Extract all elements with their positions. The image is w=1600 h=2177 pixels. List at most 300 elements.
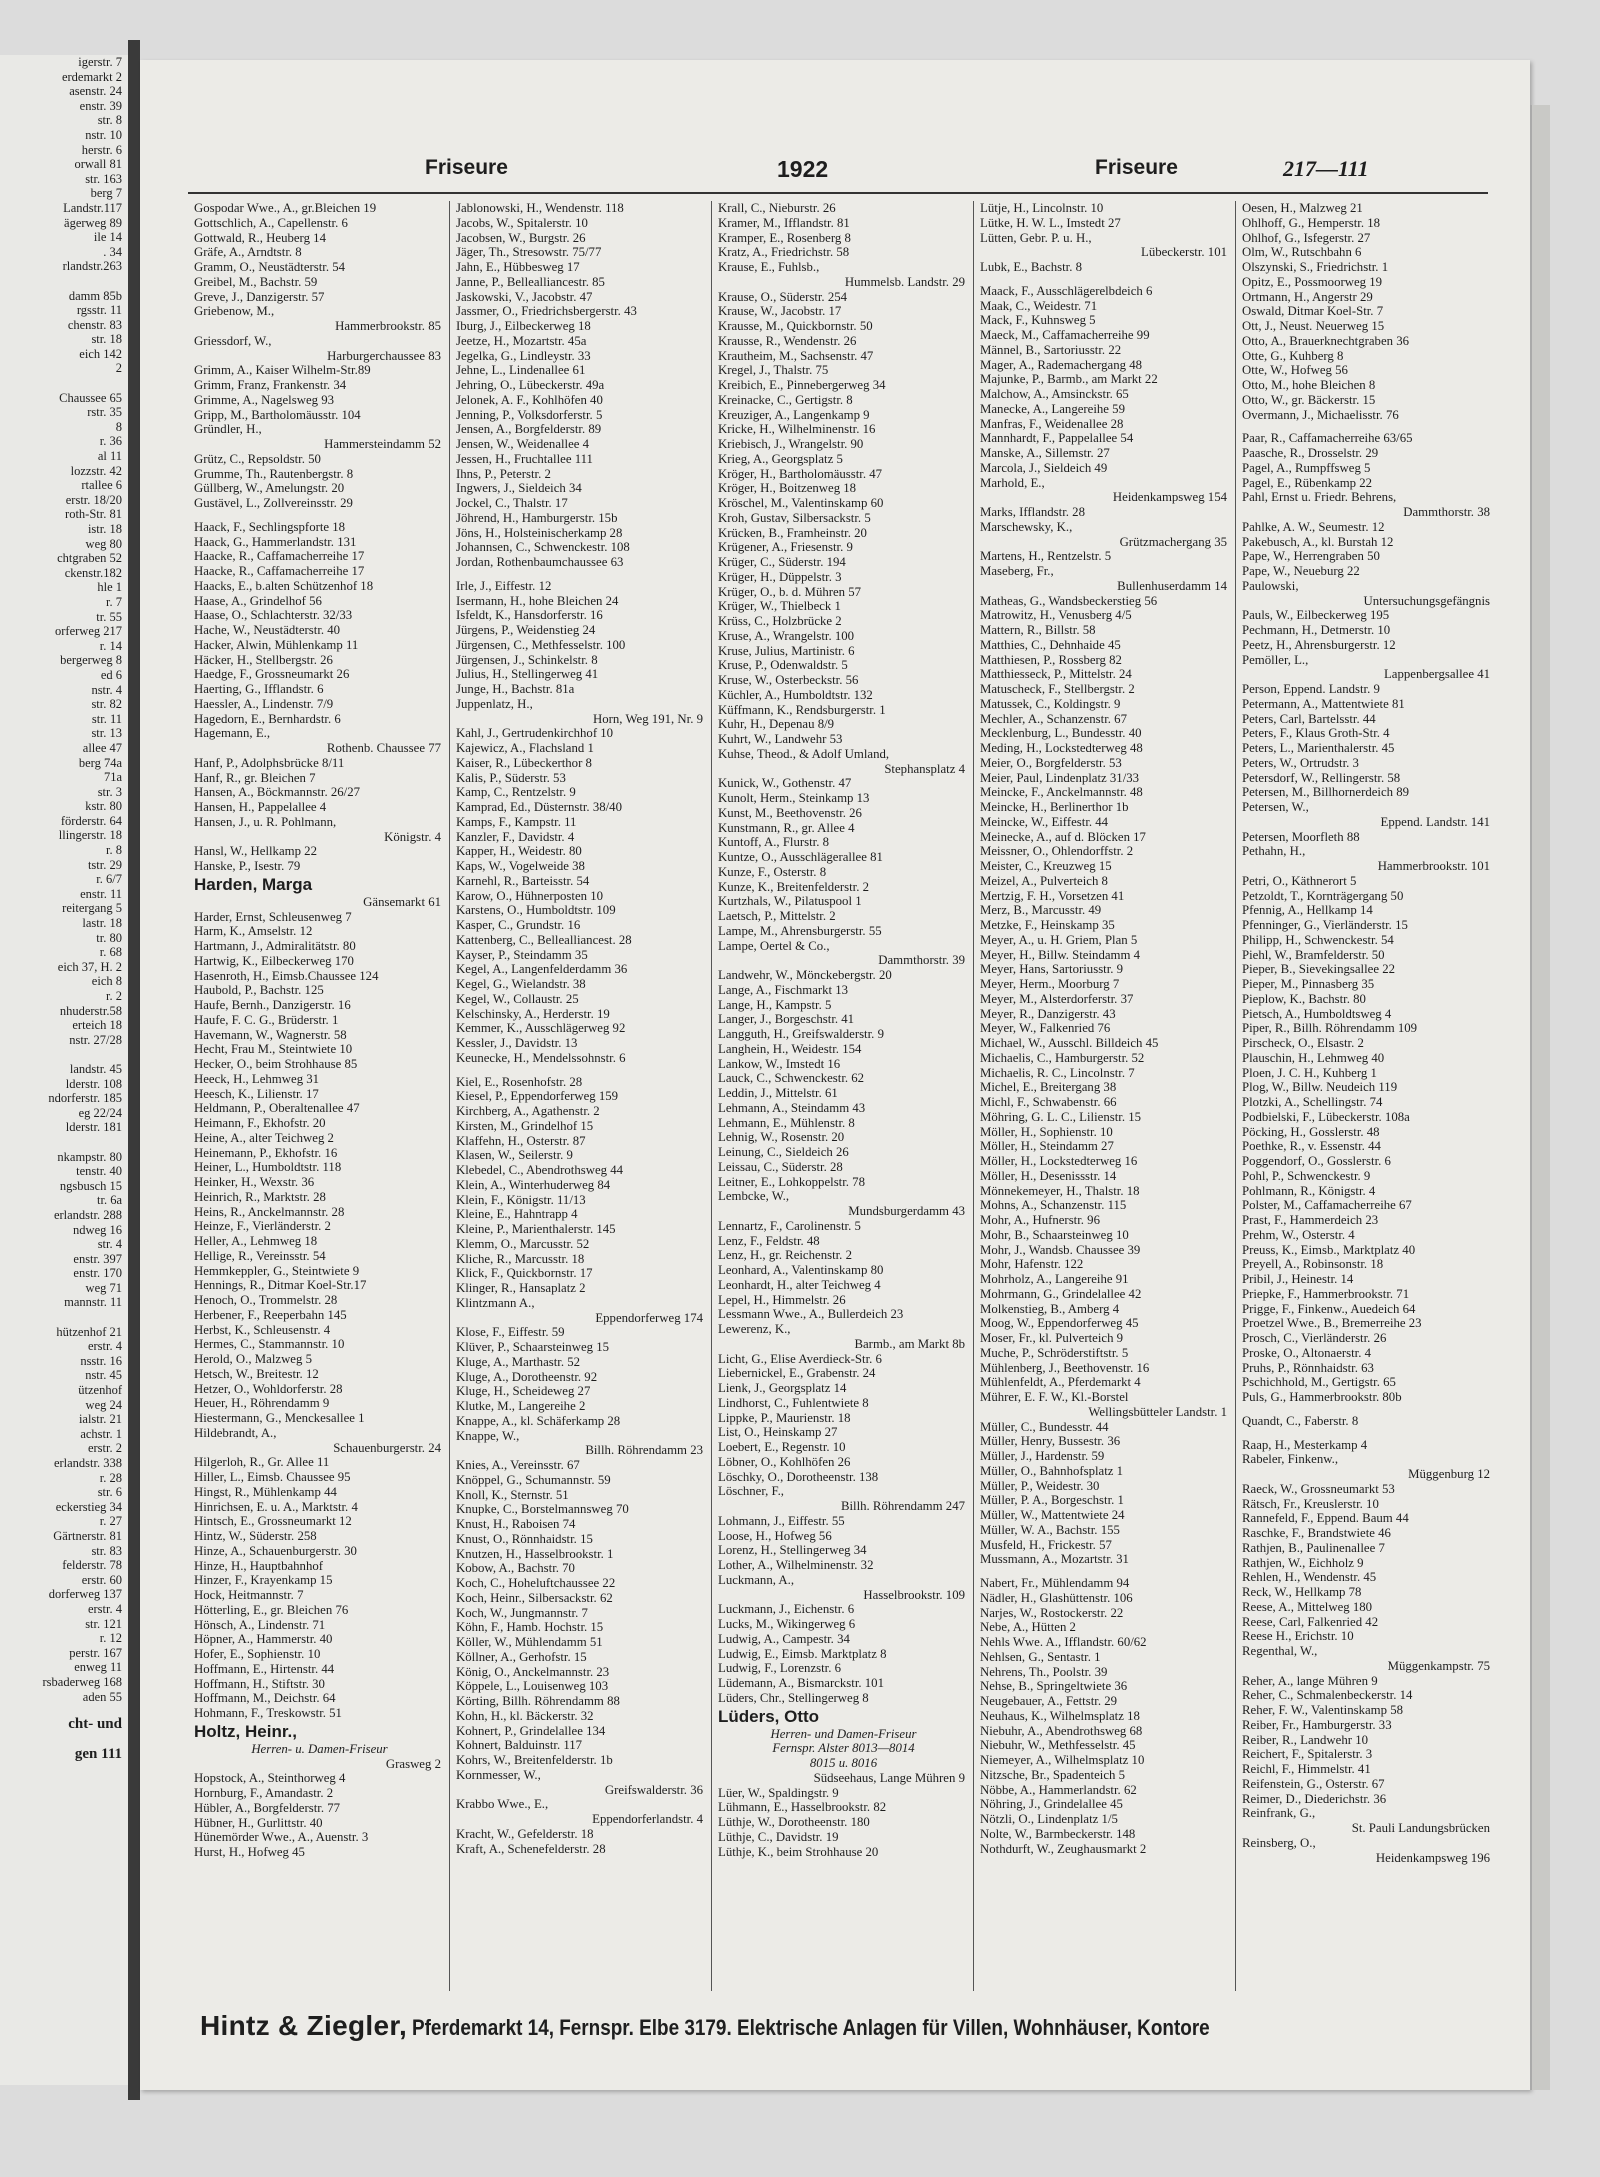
- adjacent-page-lines: [0, 55, 128, 1704]
- adjacent-page-line: felderstr. 78: [62, 1558, 122, 1573]
- adjacent-page-line: berg 7: [90, 186, 122, 201]
- directory-entry: Krüger, W., Thielbeck 1: [718, 599, 841, 614]
- directory-entry: Krautheim, M., Sachsenstr. 47: [718, 348, 874, 363]
- adjacent-page-line: r. 2: [106, 989, 122, 1003]
- directory-entry: Jegelka, G., Lindleystr. 33: [456, 348, 591, 363]
- adjacent-page-line: rsbaderweg 168: [42, 1674, 122, 1689]
- directory-entry: Maseberg, Fr.,: [980, 564, 1054, 578]
- adjacent-page-line: str. 163: [85, 171, 122, 186]
- adjacent-page-line: orferweg 217: [55, 624, 122, 639]
- directory-entry: Pöcking, H., Gosslerstr. 48: [1242, 1124, 1380, 1139]
- directory-entry: Klutke, M., Langereihe 2: [456, 1399, 586, 1413]
- directory-entry: Haufe, Bernh., Danzigerstr. 16: [194, 998, 351, 1012]
- directory-entry: Ohlhof, G., Isfegerstr. 27: [1242, 230, 1371, 245]
- advertisement-text: Pferdemarkt 14, Fernspr. Elbe 3179. Elektrische Anlagen für Villen, Wohnhäuser, Kontore: [411, 2015, 1210, 2040]
- directory-entry: Pruhs, P., Rönnhaidstr. 63: [1242, 1360, 1374, 1375]
- directory-entry: Kajewicz, A., Flachsland 1: [456, 741, 594, 755]
- directory-entry: Meyer, W., Falkenried 76: [980, 1021, 1111, 1036]
- directory-entry: Müller, W. A., Bachstr. 155: [980, 1522, 1120, 1537]
- directory-entry: Klein, A., Winterhuderweg 84: [456, 1177, 611, 1192]
- directory-entry: Lenz, F., Feldstr. 48: [718, 1233, 820, 1248]
- directory-entry: Lehmann, A., Steindamm 43: [718, 1100, 866, 1115]
- adjacent-page-line: r. 8: [106, 843, 122, 858]
- directory-entry: Quandt, C., Faberstr. 8: [1242, 1413, 1359, 1428]
- directory-entry: Haase, O., Schlachterstr. 32/33: [194, 608, 353, 623]
- directory-entry: Jockel, C., Thalstr. 17: [456, 496, 568, 510]
- directory-entry: Majunke, P., Barmb., am Markt 22: [980, 372, 1158, 387]
- adjacent-page-line: hützenhof 21: [56, 1324, 122, 1339]
- directory-entry: Paar, R., Caffamacherreihe 63/65: [1242, 431, 1413, 446]
- directory-entry: Muche, P., Schröderstiftstr. 5: [980, 1345, 1129, 1360]
- adjacent-page-line: tr. 55: [96, 609, 122, 624]
- directory-entry: Polster, M., Caffamacherreihe 67: [1242, 1198, 1412, 1213]
- directory-entry: Michel, E., Breitergang 38: [980, 1080, 1117, 1095]
- directory-entry: König, O., Anckelmannstr. 23: [456, 1664, 610, 1679]
- directory-entry: Marhold, E.,: [980, 475, 1045, 490]
- directory-entry: Mack, F., Kuhnsweg 5: [980, 313, 1096, 328]
- adjacent-page-strip: [0, 55, 128, 2085]
- directory-entry: Proetzel Wwe., B., Bremerreihe 23: [1242, 1316, 1422, 1331]
- entry-continuation: Greifswalderstr. 36: [604, 1782, 703, 1797]
- directory-entry: Liebernickel, E., Grabenstr. 24: [718, 1366, 876, 1381]
- directory-entry: Klasen, W., Seilerstr. 9: [456, 1148, 573, 1163]
- directory-entry: Neuhaus, K., Wilhelmsplatz 18: [980, 1708, 1140, 1723]
- adjacent-page-line: rstr. 35: [87, 405, 122, 420]
- adjacent-page-line: bergerweg 8: [60, 653, 122, 668]
- directory-entry: Rathjen, W., Eichholz 9: [1242, 1555, 1364, 1570]
- adjacent-page-line: kstr. 80: [85, 799, 122, 814]
- directory-entry: Harm, K., Amselstr. 12: [194, 924, 313, 939]
- adjacent-page-line: r. 14: [99, 638, 122, 653]
- directory-entry: Kruse, P., Odenwaldstr. 5: [718, 658, 848, 673]
- directory-entry: Reinfrank, G.,: [1242, 1806, 1316, 1821]
- directory-entry: Gottschlich, A., Capellenstr. 6: [194, 215, 348, 230]
- directory-entry: Heller, A., Lehmweg 18: [194, 1234, 318, 1248]
- directory-entry: Müller, W., Mattentwiete 24: [980, 1508, 1125, 1522]
- adjacent-page-line: ägerweg 89: [64, 215, 122, 230]
- entry-spacer: [194, 511, 445, 520]
- directory-entry: Krausse, M., Quickbornstr. 50: [718, 319, 873, 333]
- directory-entry: Kohnert, P., Grindelallee 134: [456, 1723, 606, 1738]
- directory-entry: Löschner, F.,: [718, 1484, 784, 1499]
- directory-entry: Kluge, A., Dorotheenstr. 92: [456, 1369, 598, 1384]
- directory-entry: Jehne, L., Lindenallee 61: [456, 363, 586, 378]
- directory-entry: Lüthje, K., beim Strohhause 20: [718, 1844, 879, 1859]
- directory-entry: Lüdemann, A., Bismarckstr. 101: [718, 1676, 884, 1690]
- adjacent-page-line: al 11: [97, 449, 122, 464]
- directory-entry: Mohr, B., Schaarsteinweg 10: [980, 1227, 1129, 1242]
- directory-entry: Petri, O., Käthnerort 5: [1242, 873, 1357, 888]
- adjacent-page-line: erdemarkt 2: [61, 69, 122, 84]
- directory-entry: Kregel, J., Thalstr. 75: [718, 363, 829, 378]
- directory-entry: Pakebusch, A., kl. Burstah 12: [1242, 534, 1394, 549]
- directory-entry: Mattern, R., Billstr. 58: [980, 623, 1096, 637]
- directory-entry: Gripp, M., Bartholomäusstr. 104: [194, 407, 361, 422]
- directory-entry: Poggendorf, O., Gosslerstr. 6: [1242, 1154, 1391, 1168]
- entry-continuation: Billh. Röhrendamm 247: [840, 1499, 965, 1513]
- adjacent-page-line: eg 22/24: [78, 1105, 122, 1120]
- directory-entry: Nehlsen, G., Sentastr. 1: [980, 1649, 1101, 1664]
- adjacent-page-line: erstr. 18/20: [65, 492, 122, 507]
- directory-entry: Peters, W., Ortrudstr. 3: [1242, 755, 1359, 770]
- directory-entry: Reiber, R., Landwehr 10: [1242, 1732, 1369, 1747]
- directory-entry: Nöhring, J., Grindelallee 45: [980, 1797, 1123, 1812]
- directory-entry: Landwehr, W., Mönckebergstr. 20: [718, 968, 892, 982]
- adjacent-page-line: igerstr. 7: [78, 55, 122, 69]
- adjacent-page-line: ngsbusch 15: [59, 1178, 122, 1193]
- entry-continuation: Hammersteindamm 52: [324, 437, 441, 451]
- directory-entry: Michael, W., Ausschl. Billdeich 45: [980, 1036, 1159, 1050]
- directory-entry: Kunze, F., Osterstr. 8: [718, 864, 827, 879]
- adjacent-page-line: istr. 18: [87, 522, 122, 536]
- directory-entry: Havemann, W., Wagnerstr. 58: [194, 1027, 347, 1042]
- adjacent-page-line: r. 28: [99, 1470, 122, 1485]
- adjacent-page-line: str. 13: [91, 726, 122, 741]
- page-number: 217—111: [1283, 156, 1369, 181]
- directory-entry: Hanf, P., Adolphsbrücke 8/11: [194, 755, 345, 770]
- directory-entry: Kobow, A., Bachstr. 70: [456, 1561, 575, 1576]
- directory-entry: Hansen, J., u. R. Pohlmann,: [194, 814, 337, 829]
- directory-entry: Hinze, A., Schauenburgerstr. 30: [194, 1543, 357, 1558]
- directory-entry: Kunolt, Herm., Steinkamp 13: [718, 791, 870, 805]
- directory-entry: Hübler, A., Borgfelderstr. 77: [194, 1800, 341, 1815]
- entry-spacer: [980, 1567, 1231, 1576]
- adjacent-page-line: förderstr. 64: [60, 813, 122, 828]
- directory-entry: Reese H., Erichstr. 10: [1242, 1629, 1354, 1644]
- directory-entry: Kleine, P., Marienthalerstr. 145: [456, 1222, 616, 1236]
- directory-entry: Pieper, M., Pinnasberg 35: [1242, 977, 1375, 991]
- directory-entry: Jöhrend, H., Hamburgerstr. 15b: [456, 510, 618, 525]
- directory-entry: Irle, J., Eiffestr. 12: [456, 578, 552, 593]
- directory-entry: Nabert, Fr., Mühlendamm 94: [980, 1576, 1130, 1590]
- directory-entry: Petersen, M., Billhornerdeich 89: [1242, 785, 1410, 800]
- directory-entry: Regenthal, W.,: [1242, 1644, 1318, 1658]
- directory-entry: Lennartz, F., Carolinenstr. 5: [718, 1218, 861, 1233]
- directory-entry: Lüthje, W., Dorotheenstr. 180: [718, 1815, 870, 1829]
- adjacent-page-line: enstr. 397: [73, 1251, 122, 1266]
- directory-entry: Pechmann, H., Detmerstr. 10: [1242, 623, 1391, 637]
- directory-entry: Marcola, J., Sieldeich 49: [980, 460, 1108, 475]
- directory-entry: Kliche, R., Marcusstr. 18: [456, 1251, 585, 1266]
- adjacent-page-line: r. 6/7: [96, 872, 122, 887]
- adjacent-page-line: rgsstr. 11: [76, 303, 122, 318]
- directory-entry: Piehl, W., Bramfelderstr. 50: [1242, 947, 1385, 962]
- directory-entry: Karnehl, R., Barteisstr. 54: [456, 873, 590, 888]
- directory-entry: Kröger, H., Bartholomäusstr. 47: [718, 466, 883, 481]
- directory-entry: Preuss, K., Eimsb., Marktplatz 40: [1242, 1242, 1416, 1257]
- directory-entry: Lembcke, W.,: [718, 1189, 790, 1204]
- directory-entry: Rannefeld, F., Eppend. Baum 44: [1242, 1511, 1409, 1526]
- directory-entry: Küchler, A., Humboldtstr. 132: [718, 687, 873, 702]
- directory-entry: Lütke, H. W. L., Imstedt 27: [980, 215, 1121, 230]
- adjacent-page-line: r. 27: [99, 1514, 122, 1529]
- directory-entry: Jehring, O., Lübeckerstr. 49a: [456, 378, 605, 392]
- directory-entry: Kuhse, Theod., & Adolf Umland,: [718, 746, 890, 761]
- directory-entry: Petersen, W.,: [1242, 800, 1309, 814]
- directory-entry: Klinger, R., Hansaplatz 2: [456, 1281, 586, 1295]
- directory-entry: Gramm, O., Neustädterstr. 54: [194, 260, 346, 274]
- directory-entry: Peters, F., Klaus Groth-Str. 4: [1242, 726, 1390, 741]
- directory-entry: Manfras, F., Weidenallee 28: [980, 416, 1124, 431]
- directory-entry: Knappe, W.,: [456, 1428, 520, 1443]
- directory-entry: Henoch, O., Trommelstr. 28: [194, 1293, 338, 1307]
- directory-entry: Ott, J., Neust. Neuerweg 15: [1242, 319, 1385, 333]
- directory-entry: Pohlmann, R., Königstr. 4: [1242, 1183, 1376, 1198]
- directory-entry: Lessmann Wwe., A., Bullerdeich 23: [718, 1307, 904, 1322]
- adjacent-page-line: r. 7: [106, 594, 122, 609]
- directory-entry: Juppenlatz, H.,: [456, 696, 533, 711]
- directory-entry: Kegel, A., Langenfelderdamm 36: [456, 962, 628, 977]
- directory-entry: Müller, J., Hardenstr. 59: [980, 1449, 1105, 1463]
- entry-continuation: Eppendorferlandstr. 4: [592, 1812, 703, 1826]
- directory-entry: Petzoldt, T., Kornträgergang 50: [1242, 888, 1404, 903]
- directory-entry: Jürgensen, C., Methfesselstr. 100: [456, 637, 626, 652]
- directory-entry: Marks, Ifflandstr. 28: [980, 505, 1085, 519]
- directory-entry: Kricke, H., Wilhelminenstr. 16: [718, 422, 876, 437]
- entry-continuation: Dammthorstr. 38: [1403, 505, 1490, 519]
- directory-entry: Heinze, F., Vierländerstr. 2: [194, 1219, 331, 1234]
- directory-entry: Kreibich, E., Pinnebergerweg 34: [718, 378, 886, 392]
- directory-entry: Klüver, P., Schaarsteinweg 15: [456, 1340, 610, 1354]
- directory-entry: Köppele, L., Louisenweg 103: [456, 1679, 609, 1694]
- directory-entry: Hecht, Frau M., Steintwiete 10: [194, 1042, 353, 1057]
- directory-entry: Möller, H., Desenissstr. 14: [980, 1168, 1117, 1183]
- adjacent-page-line: chenstr. 83: [67, 317, 122, 332]
- directory-entry: Mohrholz, A., Langereihe 91: [980, 1272, 1129, 1286]
- book-gutter: [128, 40, 140, 2100]
- adjacent-page-line: achstr. 1: [80, 1426, 122, 1441]
- directory-entry: Kröschel, M., Valentinskamp 60: [718, 496, 884, 510]
- entry-continuation: Lappenbergsallee 41: [1383, 667, 1490, 682]
- directory-entry: Lüthje, C., Davidstr. 19: [718, 1829, 839, 1844]
- directory-entry: Petermann, A., Mattentwiete 81: [1242, 696, 1405, 711]
- adjacent-page-line: eich 8: [91, 974, 122, 989]
- directory-entry: Jürgens, P., Weidenstieg 24: [456, 623, 596, 637]
- directory-entry: Hache, W., Neustädterstr. 40: [194, 623, 341, 637]
- directory-column-2: [450, 201, 712, 1991]
- directory-entry: Kamprad, Ed., Düsternstr. 38/40: [456, 800, 622, 814]
- directory-entry: Pemöller, L.,: [1242, 652, 1309, 667]
- directory-entry: Kraft, A., Schenefelderstr. 28: [456, 1841, 606, 1856]
- directory-entry: Hiller, L., Eimsb. Chaussee 95: [194, 1470, 351, 1484]
- directory-entry: Philipp, H., Schwenckestr. 54: [1242, 932, 1394, 947]
- directory-entry: Rätsch, Fr., Kreuslerstr. 10: [1242, 1496, 1379, 1511]
- adjacent-page-line: 2: [115, 361, 122, 376]
- directory-entry: Leonhardt, H., alter Teichweg 4: [718, 1277, 881, 1292]
- directory-entry: Heine, A., alter Teichweg 2: [194, 1130, 334, 1145]
- adjacent-page-line: lozzstr. 42: [70, 463, 122, 478]
- directory-entry: Michl, F., Schwabenstr. 66: [980, 1095, 1117, 1109]
- directory-entry: Luckmann, J., Eichenstr. 6: [718, 1602, 855, 1617]
- entry-continuation: Hummelsb. Landstr. 29: [844, 274, 965, 289]
- directory-entry: Hanf, R., gr. Bleichen 7: [194, 770, 316, 785]
- directory-entry: Heeck, H., Lehmweg 31: [194, 1071, 320, 1086]
- adjacent-page-line: str. 82: [91, 697, 122, 712]
- entry-continuation: Gänsemarkt 61: [363, 894, 441, 909]
- directory-entry: Mohr, Hafenstr. 122: [980, 1257, 1084, 1272]
- directory-entry: Mohns, A., Schanzenstr. 115: [980, 1198, 1127, 1213]
- directory-entry: Koch, W., Jungmannstr. 7: [456, 1605, 588, 1620]
- directory-entry: Reichert, F., Spitalerstr. 3: [1242, 1747, 1373, 1762]
- directory-entry: Pagel, E., Rübenkamp 22: [1242, 475, 1373, 490]
- adjacent-page-line: tr. 80: [96, 930, 122, 945]
- directory-entry: Licht, G., Elise Averdieck-Str. 6: [718, 1351, 882, 1366]
- directory-entry: List, O., Heinskamp 27: [718, 1425, 838, 1440]
- directory-entry: Krausse, R., Wendenstr. 26: [718, 333, 857, 348]
- directory-entry: Manecke, A., Langereihe 59: [980, 401, 1125, 416]
- directory-entry: Peters, Carl, Bartelsstr. 44: [1242, 711, 1376, 726]
- directory-entry: Heiner, L., Humboldtstr. 118: [194, 1160, 342, 1175]
- directory-entry: Köhn, F., Hamb. Hochstr. 15: [456, 1620, 604, 1635]
- adjacent-page-line: lastr. 18: [82, 916, 122, 931]
- directory-entry: Lütje, H., Lincolnstr. 10: [980, 201, 1104, 215]
- directory-entry: Krüger, H., Düppelstr. 3: [718, 569, 842, 584]
- directory-entry: Mühlenberg, J., Beethovenstr. 16: [980, 1360, 1150, 1375]
- adjacent-page-line: rtallee 6: [81, 478, 122, 493]
- directory-entry: Prosch, C., Vierländerstr. 26: [1242, 1331, 1387, 1345]
- directory-entry: Meyer, Herm., Moorburg 7: [980, 977, 1120, 991]
- directory-entry: Hurst, H., Hofweg 45: [194, 1845, 305, 1859]
- directory-column-5: [1236, 201, 1498, 1991]
- directory-entry: Pethahn, H.,: [1242, 844, 1306, 859]
- directory-entry: Küffmann, K., Rendsburgerstr. 1: [718, 702, 886, 717]
- directory-entry: Lehmann, E., Mühlenstr. 8: [718, 1115, 855, 1130]
- directory-entry: Meizel, A., Pulverteich 8: [980, 873, 1108, 888]
- directory-entry: Otto, A., Brauerknechtgraben 36: [1242, 333, 1410, 348]
- entry-spacer: [456, 1066, 707, 1075]
- directory-entry: Jensen, W., Weidenallee 4: [456, 437, 590, 451]
- directory-entry: Prigge, F., Finkenw., Auedeich 64: [1242, 1301, 1416, 1316]
- directory-entry: Hübner, H., Gurlittstr. 40: [194, 1815, 323, 1830]
- entry-continuation: Lübeckerstr. 101: [1141, 245, 1227, 260]
- directory-entry: Kamp, C., Rentzelstr. 9: [456, 785, 576, 800]
- directory-entry: Peetz, H., Ahrensburgerstr. 12: [1242, 637, 1396, 652]
- directory-entry: Hasenroth, H., Eimsb.Chaussee 124: [194, 968, 379, 983]
- directory-entry: Klemm, O., Marcusstr. 52: [456, 1236, 590, 1251]
- adjacent-page-line: lderstr. 108: [65, 1076, 122, 1091]
- directory-entry: Grumme, Th., Rautenbergstr. 8: [194, 466, 354, 481]
- adjacent-page-line: [0, 274, 128, 289]
- directory-entry: Kuntoff, A., Flurstr. 8: [718, 835, 830, 850]
- entry-continuation: Horn, Weg 191, Nr. 9: [593, 711, 703, 726]
- adjacent-page-line: erlandstr. 288: [53, 1207, 122, 1222]
- directory-entry: Müller, P., Weidestr. 30: [980, 1478, 1100, 1493]
- directory-entry: Lampe, Oertel & Co.,: [718, 938, 830, 953]
- directory-entry: Kluge, H., Scheideweg 27: [456, 1384, 591, 1399]
- adjacent-page-footer-line: cht- und: [68, 1716, 122, 1733]
- adjacent-page-line: Chaussee 65: [59, 390, 122, 405]
- entry-spacer: [1242, 1405, 1494, 1414]
- directory-entry: Prast, F., Hammerdeich 23: [1242, 1213, 1379, 1227]
- directory-entry: Jensen, A., Borgfelderstr. 89: [456, 422, 602, 437]
- directory-entry: Güllberg, W., Amelungstr. 20: [194, 481, 345, 496]
- directory-entry: Oesen, H., Malzweg 21: [1242, 201, 1363, 215]
- header-section-left: Friseure: [425, 156, 508, 179]
- directory-entry: Kramper, E., Rosenberg 8: [718, 230, 851, 245]
- directory-entry: Johannsen, C., Schwenckestr. 108: [456, 540, 630, 555]
- header-rule: [188, 192, 1488, 194]
- directory-entry: Nitzsche, Br., Spadenteich 5: [980, 1767, 1125, 1782]
- directory-entry: Krücken, B., Framheinstr. 20: [718, 525, 867, 540]
- directory-entry: Mechler, A., Schanzenstr. 67: [980, 711, 1127, 726]
- directory-entry: Mertzig, F. H., Vorsetzen 41: [980, 888, 1125, 903]
- adjacent-page-line: allee 47: [82, 740, 122, 755]
- entry-continuation: Müggenkampstr. 75: [1387, 1658, 1490, 1673]
- directory-entry: Kirsten, M., Grindelhof 15: [456, 1118, 594, 1133]
- directory-entry: Möhring, G. L. C., Lilienstr. 15: [980, 1109, 1142, 1124]
- adjacent-page-line: erteich 18: [72, 1018, 122, 1033]
- directory-entry: Löschky, O., Dorotheenstr. 138: [718, 1469, 879, 1484]
- adjacent-page-line: herstr. 6: [81, 142, 122, 157]
- adjacent-page-line: mannstr. 11: [64, 1295, 122, 1310]
- adjacent-page-line: berg 74a: [78, 755, 122, 770]
- adjacent-page-line: str. 4: [97, 1237, 122, 1252]
- directory-entry: Hermes, C., Stammannstr. 10: [194, 1337, 345, 1352]
- directory-entry: Häcker, H., Stellbergstr. 26: [194, 652, 333, 667]
- directory-entry: Hellige, R., Vereinsstr. 54: [194, 1248, 326, 1263]
- directory-entry: Jöns, H., Holsteinischerkamp 28: [456, 525, 623, 540]
- directory-entry: Kruse, W., Osterbeckstr. 56: [718, 673, 859, 687]
- directory-entry: Kunze, K., Breitenfelderstr. 2: [718, 879, 870, 894]
- directory-entry: Kunick, W., Gothenstr. 47: [718, 776, 852, 791]
- directory-entry: Leinung, C., Sieldeich 26: [718, 1145, 849, 1159]
- directory-entry: Puls, G., Hammerbrookstr. 80b: [1242, 1390, 1402, 1404]
- directory-entry: Gospodar Wwe., A., gr.Bleichen 19: [194, 201, 377, 215]
- adjacent-page-line: enstr. 11: [80, 886, 122, 901]
- directory-entry: Mannhardt, F., Pappelallee 54: [980, 431, 1134, 446]
- adjacent-page-line: eckerstieg 34: [55, 1499, 122, 1514]
- directory-entry: Reher, C., Schmalenbeckerstr. 14: [1242, 1688, 1413, 1703]
- directory-entry: Kohrs, W., Breitenfelderstr. 1b: [456, 1753, 613, 1767]
- directory-entry: Nädler, H., Glashüttenstr. 106: [980, 1590, 1133, 1605]
- directory-entry: Lepel, H., Himmelstr. 26: [718, 1292, 846, 1307]
- adjacent-page-line: ndweg 16: [73, 1222, 122, 1237]
- directory-entry: Haase, A., Grindelhof 56: [194, 593, 322, 608]
- directory-entry: Lauck, C., Schwenckestr. 62: [718, 1071, 865, 1086]
- directory-entry: Isermann, H., hohe Bleichen 24: [456, 593, 619, 608]
- directory-entry: Junge, H., Bachstr. 81a: [456, 682, 575, 696]
- directory-entry: Matthies, C., Dehnhaide 45: [980, 637, 1121, 652]
- directory-entry: Leddin, J., Mittelstr. 61: [718, 1086, 838, 1100]
- directory-entry: Plauschin, H., Lehmweg 40: [1242, 1050, 1385, 1065]
- directory-entry: Greve, J., Danzigerstr. 57: [194, 289, 325, 304]
- directory-entry: Nolte, W., Barmbeckerstr. 148: [980, 1826, 1136, 1841]
- adjacent-page-line: nsstr. 16: [80, 1353, 122, 1368]
- directory-entry: Langhein, H., Weidestr. 154: [718, 1041, 862, 1056]
- directory-entry: Heinrich, R., Marktstr. 28: [194, 1189, 326, 1204]
- directory-entry: Hintz, W., Süderstr. 258: [194, 1529, 317, 1543]
- adjacent-page-line: eich 37, H. 2: [57, 959, 122, 974]
- directory-entry: Kasper, C., Grundstr. 16: [456, 918, 581, 932]
- directory-entry: Klose, F., Eiffestr. 59: [456, 1325, 565, 1340]
- directory-entry: Pieper, B., Sievekingsallee 22: [1242, 962, 1396, 977]
- directory-entry: Hetzer, O., Wohldorferstr. 28: [194, 1381, 343, 1396]
- directory-entry: Lehnig, W., Rosenstr. 20: [718, 1130, 845, 1145]
- directory-entry: Nehse, B., Springeltwiete 36: [980, 1679, 1128, 1694]
- entry-continuation: Stephansplatz 4: [884, 761, 965, 776]
- directory-entry: Mohrmann, G., Grindelallee 42: [980, 1286, 1142, 1301]
- directory-entry: Hinrichsen, E. u. A., Marktstr. 4: [194, 1499, 358, 1514]
- adjacent-page-line: eich 142: [79, 346, 122, 361]
- adjacent-page-line: Gärtnerstr. 81: [53, 1528, 122, 1543]
- directory-entry: Mühlenfeldt, A., Pferdemarkt 4: [980, 1375, 1141, 1390]
- directory-entry: Pape, W., Herrengraben 50: [1242, 549, 1380, 564]
- directory-entry: Kalis, P., Süderstr. 53: [456, 770, 566, 785]
- directory-entry: Mussmann, A., Mozartstr. 31: [980, 1552, 1129, 1567]
- directory-entry: Moser, Fr., kl. Pulverteich 9: [980, 1331, 1124, 1345]
- directory-entry: Kunst, M., Beethovenstr. 26: [718, 805, 862, 820]
- directory-entry: Niebuhr, A., Abendrothsweg 68: [980, 1723, 1143, 1738]
